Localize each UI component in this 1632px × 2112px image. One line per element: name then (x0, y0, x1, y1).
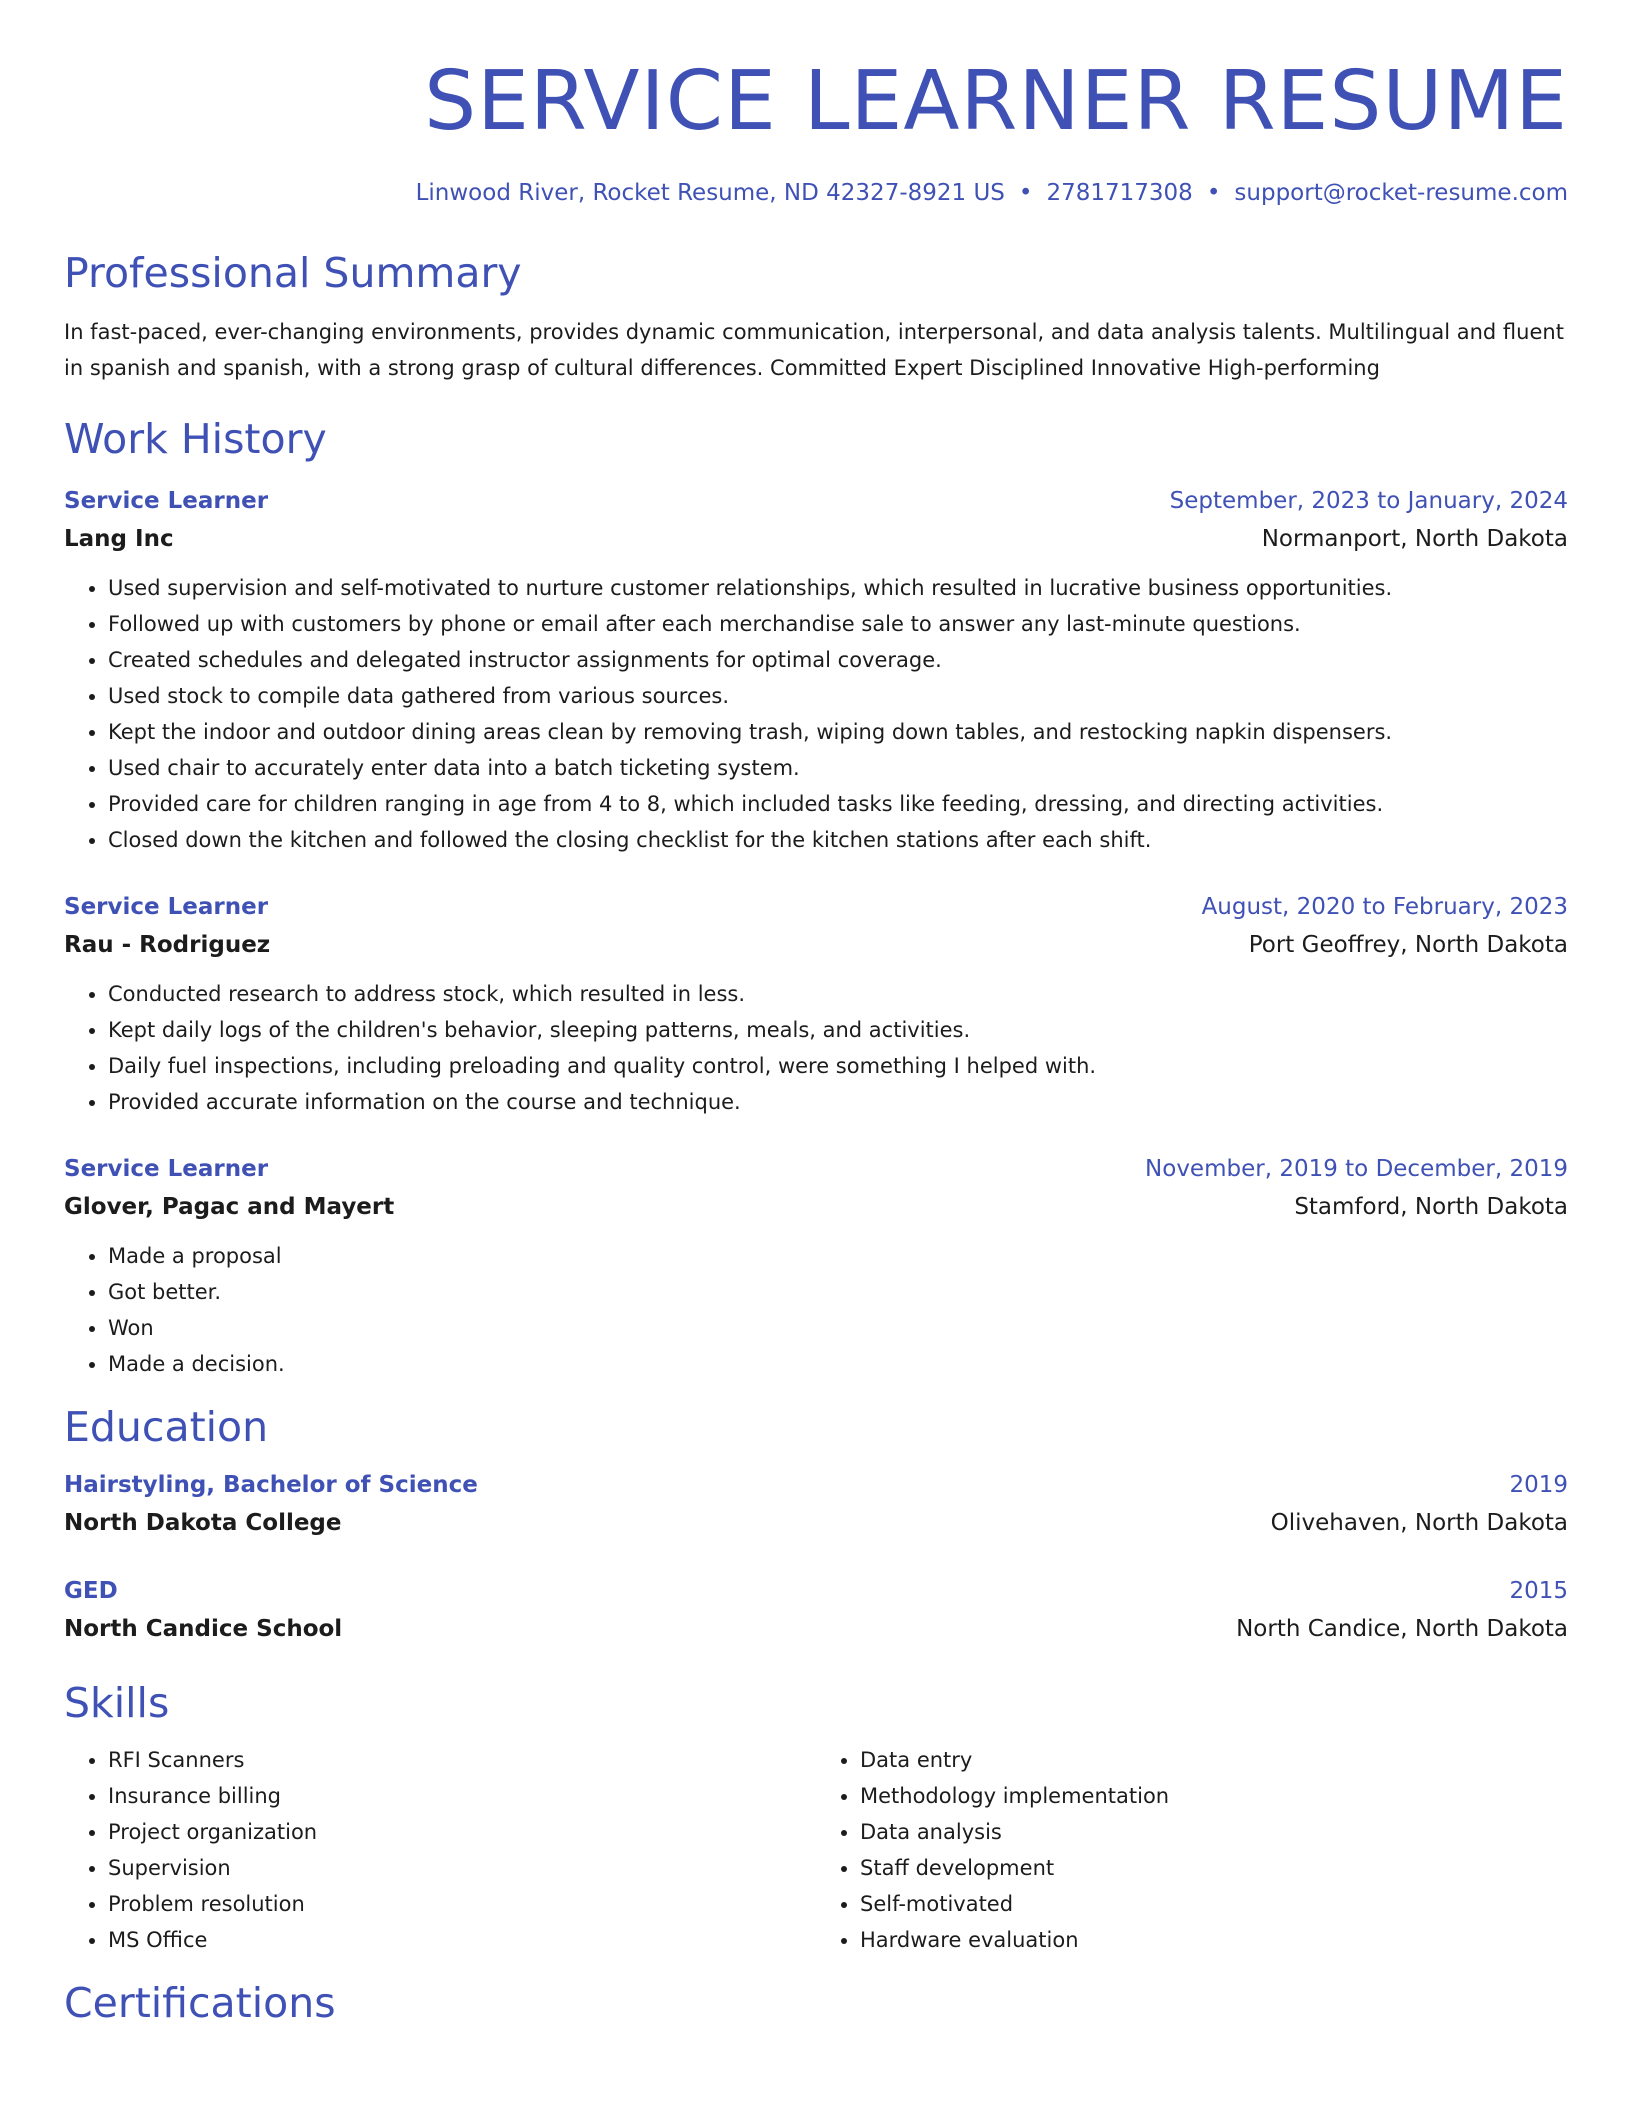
job-bullet: • Created schedules and delegated instructor assignments for optimal coverage. (108, 642, 1568, 678)
education-heading: Education (64, 1403, 269, 1451)
job-bullet: • Followed up with customers by phone or email after each merchandise sale to answer any last-minute questions. (108, 606, 1568, 642)
job-bullet: • Kept daily logs of the children's behavior, sleeping patterns, meals, and activities. (108, 1012, 1568, 1048)
job-header-row (64, 482, 1568, 520)
job-bullet: • Provided accurate information on the course and technique. (108, 1084, 1568, 1120)
summary-text: In fast-paced, ever-changing environments, provides dynamic communication, interpersonal, and data analysis talents. Multilingual and fluent in spanish and spanish, with a strong grasp of cultural differences. Committed Expert Disciplined Innovative High-performing (64, 320, 1564, 380)
skill-item: • Hardware evaluation (860, 1922, 1568, 1958)
education-school: North Candice School (64, 1616, 343, 1642)
education-header-row (64, 1466, 1568, 1504)
contact-separator: • (1206, 180, 1221, 206)
job-company-row (64, 1188, 1568, 1226)
job-entry (64, 888, 1568, 1120)
contact-email: support@rocket-resume.com (1234, 180, 1568, 206)
skills-heading: Skills (64, 1679, 170, 1727)
job-dates: November, 2019 to December, 2019 (1145, 1156, 1568, 1182)
resume-title: SERVICE LEARNER RESUME (424, 54, 1568, 149)
job-dates: August, 2020 to February, 2023 (1201, 894, 1568, 920)
job-bullets (64, 570, 1568, 858)
job-location: Stamford, North Dakota (1294, 1194, 1568, 1220)
skills-column-right (816, 1742, 1568, 1958)
skill-item: • Problem resolution (108, 1886, 816, 1922)
job-bullet: • Made a proposal (108, 1238, 1568, 1274)
contact-separator: • (1018, 180, 1033, 206)
job-bullet: • Used stock to compile data gathered from various sources. (108, 678, 1568, 714)
job-bullet: • Used chair to accurately enter data into a batch ticketing system. (108, 750, 1568, 786)
job-company-row (64, 520, 1568, 558)
skill-item: • MS Office (108, 1922, 816, 1958)
job-header-row (64, 888, 1568, 926)
education-year: 2019 (1509, 1472, 1568, 1498)
job-company: Rau - Rodriguez (64, 932, 271, 958)
skill-item: • Insurance billing (108, 1778, 816, 1814)
contact-phone: 2781717308 (1046, 180, 1193, 206)
education-header-row (64, 1572, 1568, 1610)
education-location: Olivehaven, North Dakota (1270, 1510, 1568, 1536)
education-year: 2015 (1509, 1578, 1568, 1604)
education-school: North Dakota College (64, 1510, 342, 1536)
resume-header (64, 0, 1568, 208)
job-location: Normanport, North Dakota (1261, 526, 1568, 552)
job-bullet: • Closed down the kitchen and followed the closing checklist for the kitchen stations after each shift. (108, 822, 1568, 858)
job-bullet: • Conducted research to address stock, which resulted in less. (108, 976, 1568, 1012)
education-school-row (64, 1610, 1568, 1648)
job-company: Glover, Pagac and Mayert (64, 1194, 395, 1220)
skills-list (64, 1742, 1568, 1958)
education-entry (64, 1572, 1568, 1648)
skill-item: • Project organization (108, 1814, 816, 1850)
job-dates: September, 2023 to January, 2024 (1169, 488, 1568, 514)
education-degree: GED (64, 1578, 118, 1604)
job-entry (64, 1150, 1568, 1382)
summary-heading: Professional Summary (64, 249, 522, 297)
education-school-row (64, 1504, 1568, 1542)
skill-item: • Self-motivated (860, 1886, 1568, 1922)
certifications-heading: Certifications (64, 1979, 336, 2027)
job-header-row (64, 1150, 1568, 1188)
job-bullet: • Won (108, 1310, 1568, 1346)
job-role: Service Learner (64, 894, 269, 920)
skill-item: • Data entry (860, 1742, 1568, 1778)
work-history-list (64, 482, 1568, 1382)
job-location: Port Geoffrey, North Dakota (1248, 932, 1568, 958)
skill-item: • Staff development (860, 1850, 1568, 1886)
job-company: Lang Inc (64, 526, 174, 552)
job-bullets (64, 976, 1568, 1120)
skill-item: • RFI Scanners (108, 1742, 816, 1778)
job-company-row (64, 926, 1568, 964)
job-bullet: • Made a decision. (108, 1346, 1568, 1382)
job-bullet: • Kept the indoor and outdoor dining areas clean by removing trash, wiping down tables, and restocking napkin dispensers. (108, 714, 1568, 750)
job-entry (64, 482, 1568, 858)
job-bullet: • Got better. (108, 1274, 1568, 1310)
job-bullet: • Daily fuel inspections, including preloading and quality control, were something I helped with. (108, 1048, 1568, 1084)
skill-item: • Supervision (108, 1850, 816, 1886)
education-location: North Candice, North Dakota (1236, 1616, 1568, 1642)
skills-column-left (64, 1742, 816, 1958)
job-role: Service Learner (64, 1156, 269, 1182)
job-bullet: • Used supervision and self-motivated to nurture customer relationships, which resulted in lucrative business opportunities. (108, 570, 1568, 606)
work-history-heading: Work History (64, 415, 327, 463)
skill-item: • Methodology implementation (860, 1778, 1568, 1814)
job-bullets (64, 1238, 1568, 1382)
contact-line (64, 178, 1568, 208)
skill-item: • Data analysis (860, 1814, 1568, 1850)
education-degree: Hairstyling, Bachelor of Science (64, 1472, 478, 1498)
contact-address: Linwood River, Rocket Resume, ND 42327-8921 US (415, 180, 1005, 206)
education-entry (64, 1466, 1568, 1542)
job-bullet: • Provided care for children ranging in age from 4 to 8, which included tasks like feeding, dressing, and directing activities. (108, 786, 1568, 822)
job-role: Service Learner (64, 488, 269, 514)
